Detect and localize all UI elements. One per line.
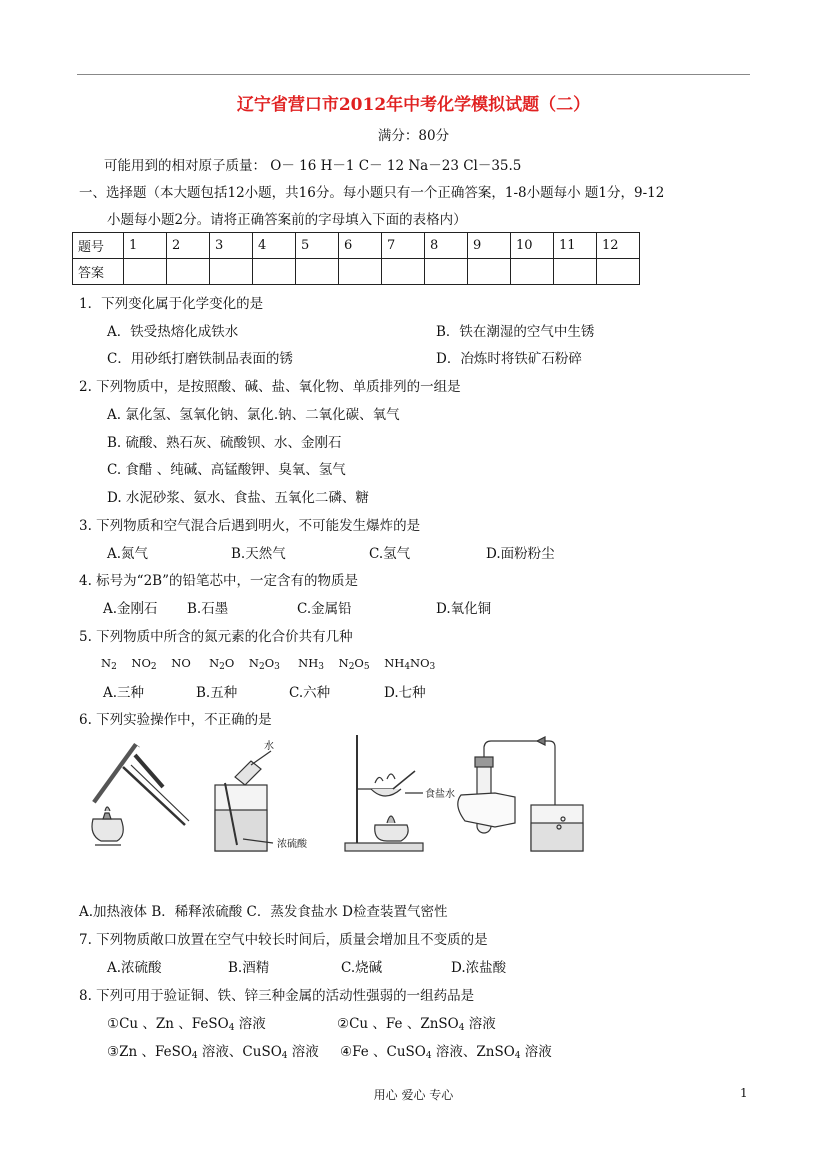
table-row — [73, 233, 640, 259]
question-number: 5 — [296, 233, 339, 259]
question-1-option-d: D．冶炼时将铁矿石粉碎 — [436, 351, 582, 367]
page-title: 辽宁省营口市2012年中考化学模拟试题（二） — [236, 95, 591, 115]
section-heading: 一、选择题（本大题包括12小题，共16分。每小题只有一个正确答案，1-8小题每小 题1分，9-12 — [79, 185, 665, 201]
question-3-option-c: C.氢气 — [369, 546, 411, 562]
svg-text:浓硫酸: 浓硫酸 — [277, 839, 307, 850]
answer-cell[interactable] — [210, 259, 253, 285]
question-2-stem: 2. 下列物质中，是按照酸、碱、盐、氧化物、单质排列的一组是 — [79, 379, 461, 395]
question-5-option-c: C.六种 — [289, 685, 331, 701]
question-7-stem: 7. 下列物质敞口放置在空气中较长时间后，质量会增加且不变质的是 — [79, 932, 488, 948]
table-row-label: 题号 — [73, 233, 124, 259]
answer-cell[interactable] — [425, 259, 468, 285]
page-footer: 用心 爱心 专心 — [373, 1088, 454, 1102]
question-8-stem: 8. 下列可用于验证铜、铁、锌三种金属的活动性强弱的一组药品是 — [79, 988, 475, 1004]
airtightness-figure — [458, 737, 583, 851]
question-7-option-a: A.浓硫酸 — [107, 960, 162, 976]
atomic-masses: 可能用到的相对原子质量： O－ 16 H－1 C－ 12 Na－23 Cl－35.5 — [104, 158, 522, 174]
answer-table — [72, 232, 640, 285]
question-number: 8 — [425, 233, 468, 259]
answer-cell[interactable] — [167, 259, 210, 285]
question-number: 9 — [468, 233, 511, 259]
question-5-option-d: D.七种 — [384, 685, 426, 701]
question-7-option-b: B.酒精 — [228, 960, 270, 976]
answer-cell[interactable] — [253, 259, 296, 285]
question-3-option-d: D.面粉粉尘 — [486, 546, 555, 562]
question-1-option-b: B．铁在潮湿的空气中生锈 — [436, 324, 595, 340]
table-row — [73, 259, 640, 285]
question-8-option-2: ②Cu 、Fe 、ZnSO$_4$ 溶液 — [337, 1016, 496, 1033]
question-5-formulas: $N_2$ $NO_2$ NO $N_2O$ $N_2O_3$ $NH_3$ $N_2O_5$ $NH_4NO_3$ — [101, 656, 436, 672]
question-6-stem: 6. 下列实验操作中，不正确的是 — [79, 712, 272, 728]
lab-operations-figure — [75, 735, 615, 855]
question-4-option-c: C.金属铅 — [297, 601, 352, 617]
answer-cell[interactable] — [382, 259, 425, 285]
question-8-option-4: ④Fe 、CuSO$_4$ 溶液、ZnSO$_4$ 溶液 — [340, 1044, 552, 1061]
question-5-option-b: B.五种 — [196, 685, 238, 701]
header-rule — [77, 74, 750, 75]
section-heading-cont: 小题每小题2分。请将正确答案前的字母填入下面的表格内） — [107, 212, 467, 228]
question-number: 12 — [597, 233, 640, 259]
svg-text:食盐水: 食盐水 — [425, 789, 455, 800]
question-number: 6 — [339, 233, 382, 259]
full-score: 满分：80分 — [377, 128, 450, 144]
question-number: 1 — [124, 233, 167, 259]
question-4-option-b: B.石墨 — [187, 601, 229, 617]
answer-cell[interactable] — [597, 259, 640, 285]
question-number: 7 — [382, 233, 425, 259]
question-3-stem: 3. 下列物质和空气混合后遇到明火，不可能发生爆炸的是 — [79, 518, 421, 534]
answer-cell[interactable] — [124, 259, 167, 285]
question-number: 4 — [253, 233, 296, 259]
question-4-option-d: D.氧化铜 — [436, 601, 492, 617]
question-3-option-a: A.氮气 — [107, 546, 149, 562]
question-7-option-c: C.烧碱 — [341, 960, 383, 976]
question-number: 3 — [210, 233, 253, 259]
answer-cell[interactable] — [468, 259, 511, 285]
answer-cell[interactable] — [339, 259, 382, 285]
question-1-stem: 1．下列变化属于化学变化的是 — [79, 296, 264, 312]
question-number: 10 — [511, 233, 554, 259]
question-2-option-d: D. 水泥砂浆、氨水、食盐、五氧化二磷、糖 — [107, 490, 369, 506]
question-2-option-a: A. 氯化氢、氢氧化钠、氯化.钠、二氧化碳、氧气 — [107, 407, 400, 423]
question-2-option-b: B. 硫酸、熟石灰、硫酸钡、水、金刚石 — [107, 435, 342, 451]
question-number: 2 — [167, 233, 210, 259]
answer-cell[interactable] — [554, 259, 597, 285]
question-4-stem: 4. 标号为“2B”的铅笔芯中，一定含有的物质是 — [79, 573, 358, 589]
table-row-label: 答案 — [73, 259, 124, 285]
answer-cell[interactable] — [296, 259, 339, 285]
question-8-option-3: ③Zn 、FeSO$_4$ 溶液、CuSO$_4$ 溶液 — [107, 1044, 319, 1061]
evaporating-figure — [345, 735, 455, 851]
question-3-option-b: B.天然气 — [231, 546, 286, 562]
page-number: 1 — [740, 1086, 748, 1100]
heating-liquid-figure — [92, 745, 189, 845]
diluting-acid-figure — [215, 739, 308, 851]
question-1-option-c: C．用砂纸打磨铁制品表面的锈 — [107, 351, 293, 367]
answer-cell[interactable] — [511, 259, 554, 285]
question-4-option-a: A.金刚石 — [103, 601, 158, 617]
question-7-option-d: D.浓盐酸 — [451, 960, 507, 976]
question-8-option-1: ①Cu 、Zn 、FeSO$_4$ 溶液 — [107, 1016, 266, 1033]
question-2-option-c: C. 食醋 、纯碱、高锰酸钾、臭氧、氢气 — [107, 462, 346, 478]
question-6-options: A.加热液体 B．稀释浓硫酸 C．蒸发食盐水 D检查装置气密性 — [79, 904, 448, 920]
question-number: 11 — [554, 233, 597, 259]
question-5-option-a: A.三种 — [103, 685, 145, 701]
question-5-stem: 5. 下列物质中所含的氮元素的化合价共有几种 — [79, 629, 353, 645]
question-1-option-a: A．铁受热熔化成铁水 — [107, 324, 239, 340]
svg-text:水: 水 — [264, 741, 274, 752]
